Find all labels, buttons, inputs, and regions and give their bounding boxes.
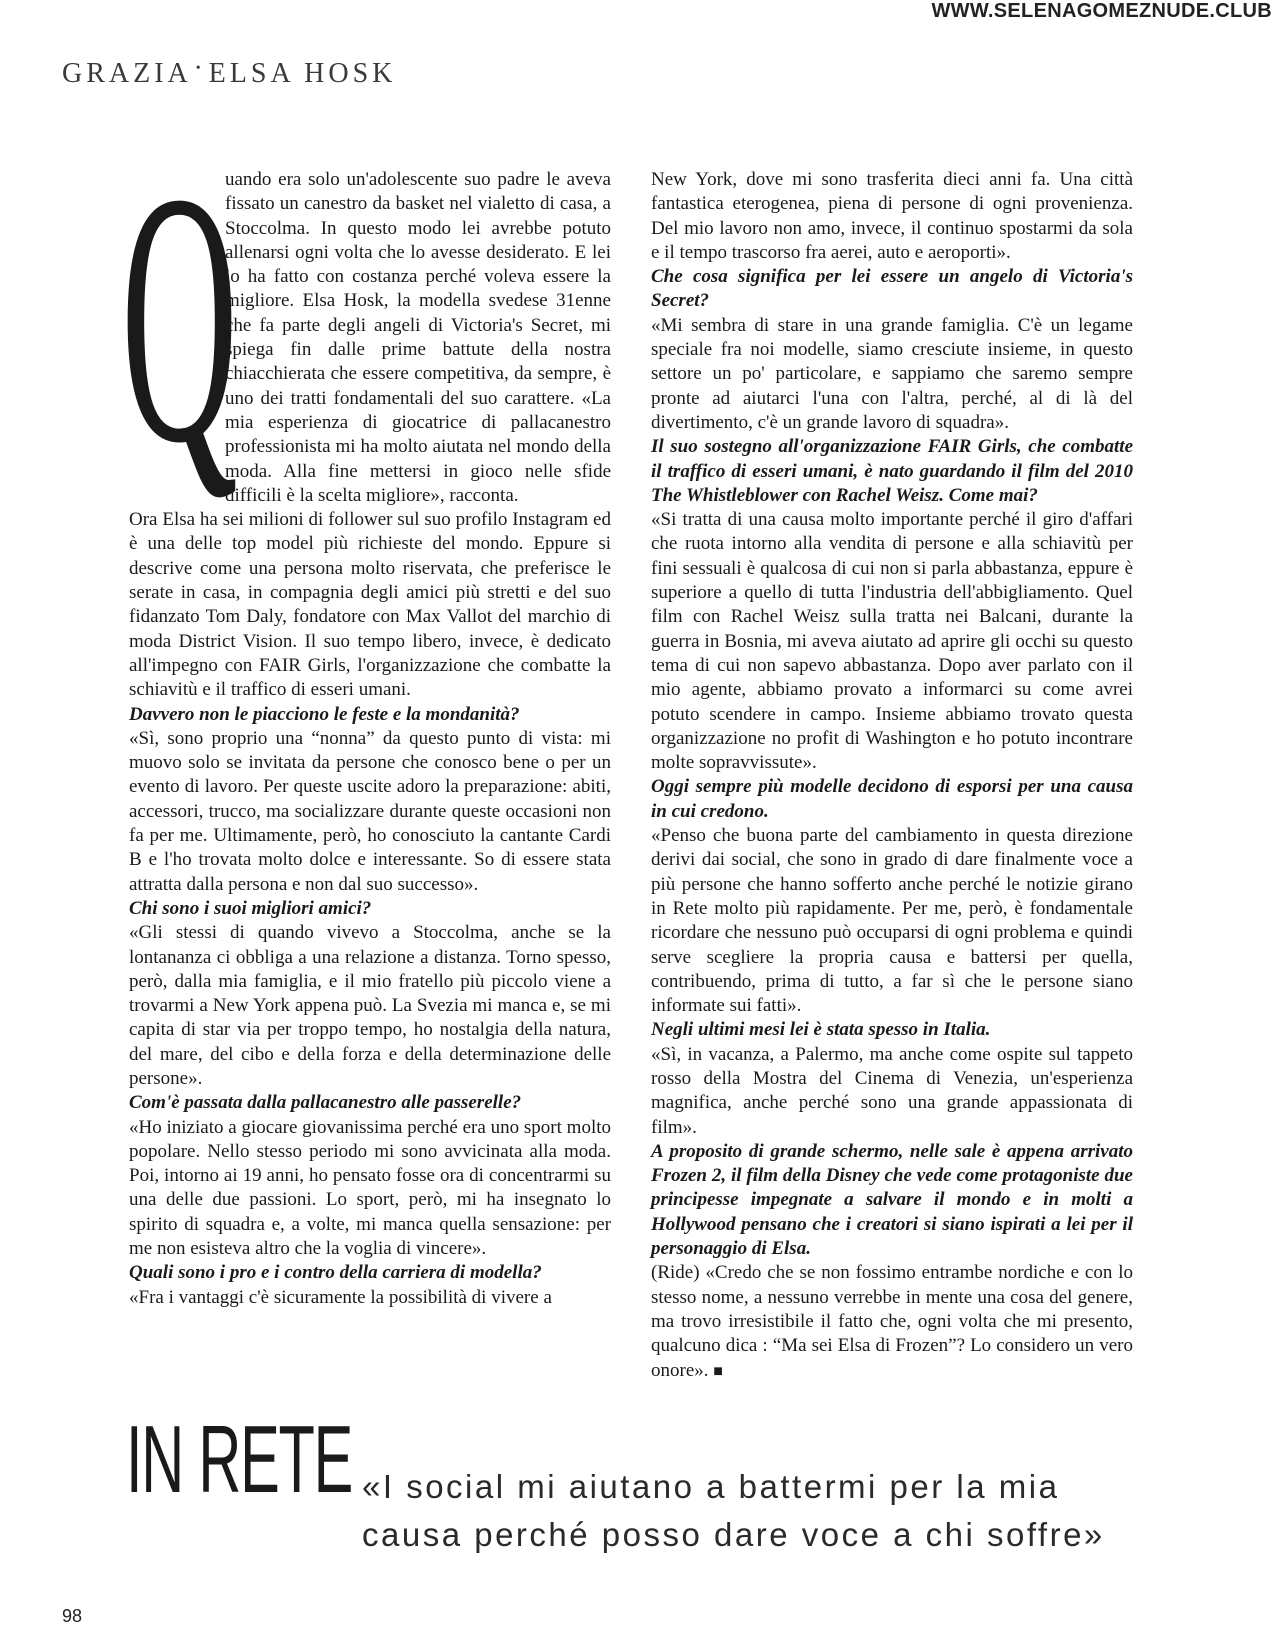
right-column [651,168,1133,1384]
magazine-brand: GRAZIA [62,58,192,89]
interview-question: A proposito di grande schermo, nelle sale è appena arrivato Frozen 2, il film della Disney che vede come protagoniste due principesse impegnate a salvare il mondo e in molti a Hollywood pensano che i creatori si siano ispirati a lei per il personaggio di Elsa. [651,1140,1133,1260]
watermark-text: WWW.SELENAGOMEZNUDE.CLUB [931,0,1272,22]
sidebar-label: IN RETE [126,1406,353,1513]
paragraph: uando era solo un'adolescente suo padre le aveva fissato un canestro da basket nel vialetto di casa, a Stoccolma. In questo modo lei avrebbe potuto allenarsi ogni volta che lo avesse desiderato. E lei lo ha fatto con costanza perché voleva essere la migliore. Elsa Hosk, la modella svedese 31enne che fa parte degli angeli di Victoria's Secret, mi spiega fin dalle prime battute della nostra chiacchierata che essere competitiva, da sempre, è uno dei tratti fondamentali del suo carattere. «La mia esperienza di giocatrice di pallacanestro professionista mi ha molto aiutata nel mondo della moda. Alla fine mettersi in gioco nelle sfide difficili è la scelta migliore», racconta. [225,169,611,506]
page-number: 98 [62,1606,83,1626]
drop-cap: Q [121,118,238,517]
page-header [62,58,396,90]
paragraph: «Fra i vantaggi c'è sicuramente la possibilità di vivere a [129,1286,552,1308]
paragraph-final [651,1261,1133,1383]
paragraph: «Sì, sono proprio una “nonna” da questo punto di vista: mi muovo solo se invitata da persone che conosco bene o per un evento di lavoro. Per queste uscite adoro la preparazione: abiti, accessori, trucco, ma socializzare durante queste occasioni non fa per me. Ultimamente, però, ho conosciuto la cantante Cardi B e l'ho trovata molto dolce e interessante. So di essere stata attratta dalla persona e non dal suo successo». [129,727,611,895]
pull-quote: «I social mi aiutano a battermi per la mia causa perché posso dare voce a chi soffre» [362,1468,1105,1553]
paragraph-final-text: (Ride) «Credo che se non fossimo entrambe nordiche e con lo stesso nome, a nessuno verrebbe in mente una cosa del genere, ma trovo irresistibile il fatto che, ogni volta che mi presento, qualcuno dica : “Ma sei Elsa di Frozen”? Lo considero un vero onore». [651,1262,1133,1381]
interview-question: Com'è passata dalla pallacanestro alle passerelle? [129,1092,522,1114]
interview-question: Oggi sempre più modelle decidono di esporsi per una causa in cui credono. [651,776,1133,822]
paragraph: «Gli stessi di quando vivevo a Stoccolma, anche se la lontananza ci obbliga a una relazione a distanza. Torno spesso, però, dalla mia famiglia, e il mio fratello più piccolo viene a trovarmi a New York appena può. La Svezia mi manca e, se mi capita di star via per troppo tempo, ho nostalgia della natura, del mare, del cibo e della forza e della determinazione delle persone». [129,922,611,1089]
interview-question: Il suo sostegno all'organizzazione FAIR Girls, che combatte il traffico di esseri umani, è nato guardando il film del 2010 The Whistleblower con Rachel Weisz. Come mai? [651,436,1133,506]
paragraph: «Si tratta di una causa molto importante perché il giro d'affari che ruota intorno alla vendita di persone e alla schiavitù per fini sessuali è qualcosa di cui non si parla abbastanza, eppure è superiore a quello di tutta l'industria dell'abbigliamento. Quel film con Rachel Weisz sulla tratta nei Balcani, durante la guerra in Bosnia, mi aveva aiutato ad aprire gli occhi su questo tema di cui non sapevo abbastanza. Dopo aver parlato con il mio agente, abbiamo provato a informarci su come avrei potuto scendere in campo. Insieme abbiamo trovato questa organizzazione no profit di Washington e ho potuto incontrare molte sopravvissute». [651,509,1133,774]
paragraph: Ora Elsa ha sei milioni di follower sul suo profilo Instagram ed è una delle top model più richieste del mondo. Eppure si descrive come una persona molto riservata, che preferisce le serate in casa, in compagnia degli amici più stretti e del suo fidanzato Tom Daly, fondatore con Max Vallot del marchio di moda District Vision. Il suo tempo libero, invece, è dedicato all'impegno con FAIR Girls, l'organizzazione che combatte la schiavitù e il traffico di esseri umani. [129,509,611,701]
paragraph: «Ho iniziato a giocare giovanissima perché era uno sport molto popolare. Nello stesso periodo mi sono avvicinata alla moda. Poi, intorno ai 19 anni, ho pensato fosse ora di concentrarmi su una delle due passioni. Lo sport, però, mi ha insegnato lo spirito di squadra e, a volte, mi manca quella sensazione: per me non esisteva altro che la voglia di vincere». [129,1116,611,1260]
interview-question: Davvero non le piacciono le feste e la mondanità? [129,703,520,725]
header-dot: • [195,60,205,76]
paragraph: «Mi sembra di stare in una grande famiglia. C'è un legame speciale fra noi modelle, siamo cresciute insieme, in questo settore un po' particolare, e sappiamo che saremo sempre pronte ad aiutarci l'una con l'altra, perché, al di là del divertimento, c'è un grande lavoro di squadra». [651,314,1133,433]
interview-question: Chi sono i suoi migliori amici? [129,897,372,919]
paragraph: «Sì, in vacanza, a Palermo, ma anche come ospite sul tappeto rosso della Mostra del Cinema di Venezia, un'esperienza magnifica, anche perché sono una grande appassionata di film». [651,1043,1133,1138]
interview-question: Che cosa significa per lei essere un angelo di Victoria's Secret? [651,266,1133,312]
interview-question: Negli ultimi mesi lei è stata spesso in Italia. [651,1019,991,1041]
paragraph: «Penso che buona parte del cambiamento in questa direzione derivi dai social, che sono in grado di dare finalmente voce a più persone che hanno sofferto anche perché le notizie girano in Rete molto più rapidamente. Per me, però, è fondamentale ricordare che nessuno può occuparsi di ogni problema e quindi serve scegliere la propria causa e battersi per quella, contribuendo, prima di tutto, a far sì che le persone siano informate sui fatti». [651,825,1133,1017]
article-subject: ELSA HOSK [208,58,397,89]
end-mark-icon: ■ [713,1362,723,1380]
left-column [121,118,611,1310]
paragraph: New York, dove mi sono trasferita dieci anni fa. Una città fantastica eterogenea, piena di persone di ogni provenienza. Del mio lavoro non amo, invece, il continuo spostarmi da sola e il tempo trascorso fra aerei, auto e aeroporti». [651,169,1133,263]
interview-question: Quali sono i pro e i contro della carriera di modella? [129,1262,542,1284]
